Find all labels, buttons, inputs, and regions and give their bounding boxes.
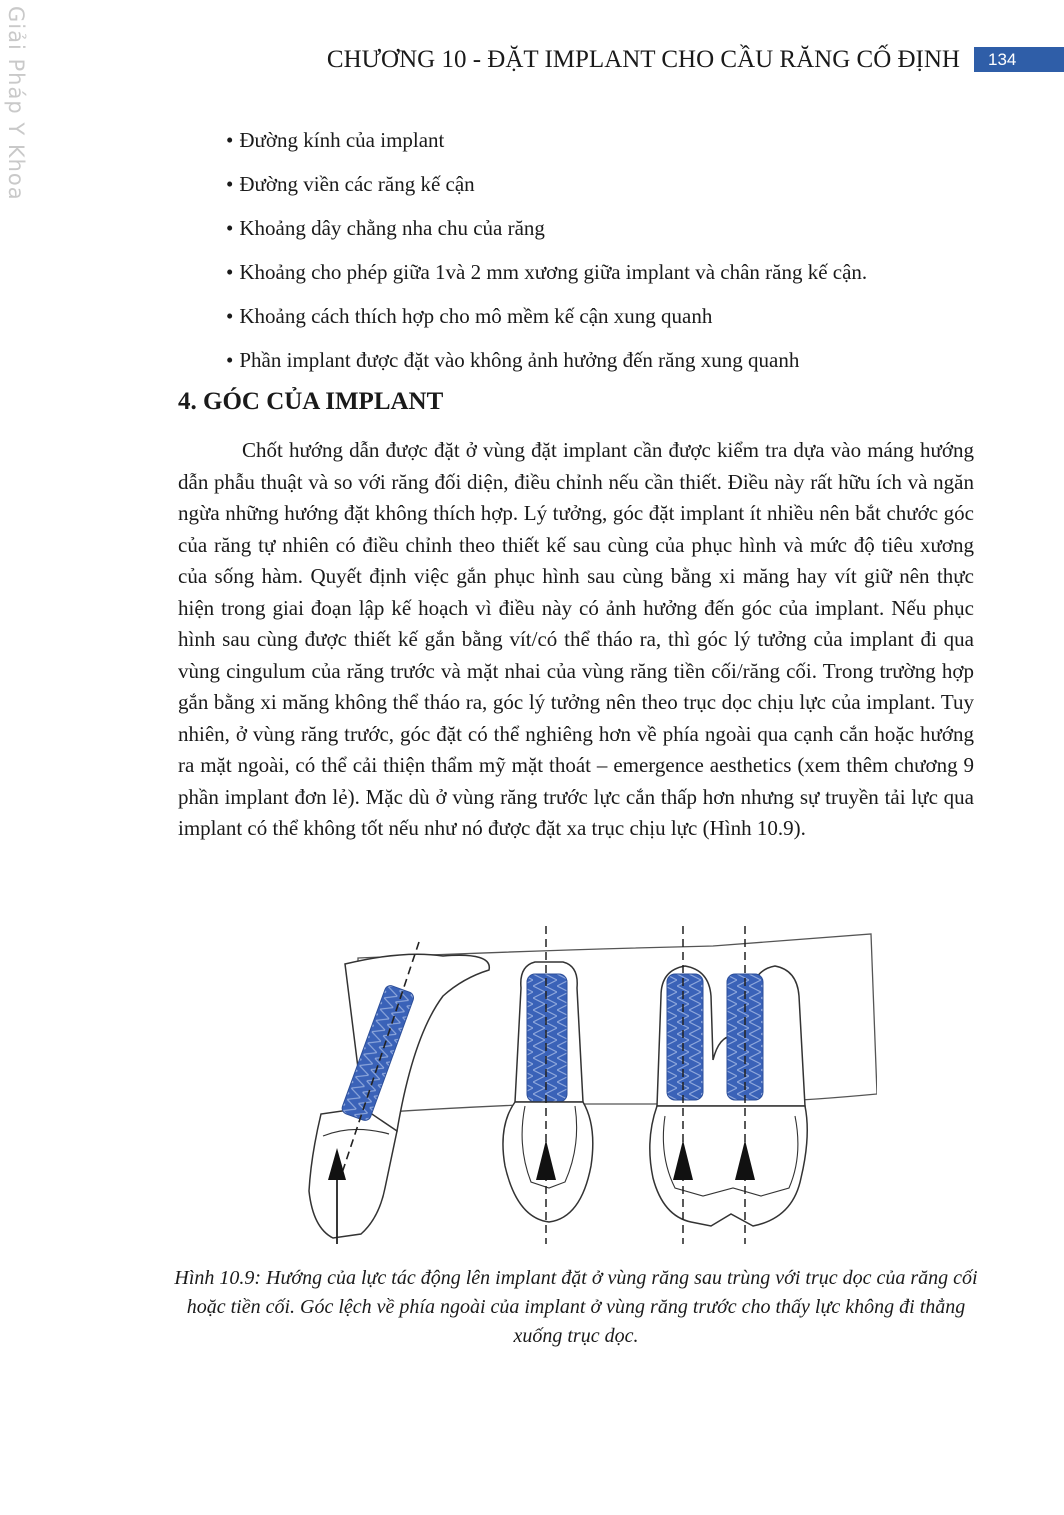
implant-angle-illustration xyxy=(293,926,877,1244)
requirements-list xyxy=(226,124,986,388)
list-item: • Khoảng cho phép giữa 1và 2 mm xương giữa implant và chân răng kế cận. xyxy=(226,256,986,300)
premolar-group xyxy=(503,926,593,1244)
implant-angle-figure xyxy=(293,926,877,1244)
chapter-title: CHƯƠNG 10 - ĐẶT IMPLANT CHO CẦU RĂNG CỐ ĐỊNH xyxy=(326,46,960,73)
anterior-tooth-group xyxy=(309,942,489,1244)
molar-crown xyxy=(650,1106,807,1226)
anterior-crown xyxy=(309,1108,397,1238)
molar-group xyxy=(650,926,807,1244)
molar-implant-mesial xyxy=(667,974,703,1100)
list-item: • Khoảng cách thích hợp cho mô mềm kế cận xung quanh xyxy=(226,300,986,344)
watermark: Giải Pháp Y Khoa xyxy=(4,6,28,201)
list-item: • Khoảng dây chằng nha chu của răng xyxy=(226,212,986,256)
page-number-badge: 134 xyxy=(974,47,1064,72)
figure-caption: Hình 10.9: Hướng của lực tác động lên implant đặt ở vùng răng sau trùng với trục dọc của răng cối hoặc tiền cối. Góc lệch về phía ngoài của implant ở vùng răng trước cho thấy lực không đi thẳng xuống trục dọc. xyxy=(174,1267,978,1347)
list-item: • Đường kính của implant xyxy=(226,124,986,168)
body-paragraph: Chốt hướng dẫn được đặt ở vùng đặt implant cần được kiểm tra dựa vào máng hướng dẫn phẫu thuật và so với răng đối diện, điều chỉnh nếu cần thiết. Điều này rất hữu ích và ngăn ngừa những hướng đặt không thích hợp. Lý tưởng, góc đặt implant ít nhiều nên bắt chước góc của răng tự nhiên có điều chỉnh theo thiết kế sau cùng của phục hình và mức độ tiêu xương của sống hàm. Quyết định việc gắn phục hình sau cùng bằng xi măng hay vít giữ nên thực hiện trong giai đoạn lập kế hoạch vì điều này có ảnh hưởng đến góc của implant. Nếu phục hình sau cùng được thiết kế gắn bằng vít/có thể tháo ra, thì góc lý tưởng của implant đi qua vùng cingulum của răng trước và mặt nhai của vùng răng tiền cối/răng cối. Trong trường hợp gắn bằng xi măng không thể tháo ra, góc lý tưởng nên theo trục dọc chịu lực của implant. Tuy nhiên, ở vùng răng trước, góc đặt có thể nghiêng hơn về phía ngoài qua cạnh cắn hoặc hướng ra mặt ngoài, có thể cải thiện thẩm mỹ mặt thoát – emergence aesthetics (xem thêm chương 9 phần implant đơn lẻ). Mặc dù ở vùng răng trước lực cắn thấp hơn nhưng sự truyền tải lực qua implant có thể không tốt nếu như nó được đặt xa trục chịu lực (Hình 10.9). xyxy=(178,438,974,840)
list-item: • Đường viền các răng kế cận xyxy=(226,168,986,212)
list-item: • Phần implant được đặt vào không ảnh hưởng đến răng xung quanh xyxy=(226,344,986,388)
section-heading: 4. GÓC CỦA IMPLANT xyxy=(178,388,444,415)
premolar-implant xyxy=(527,974,567,1102)
